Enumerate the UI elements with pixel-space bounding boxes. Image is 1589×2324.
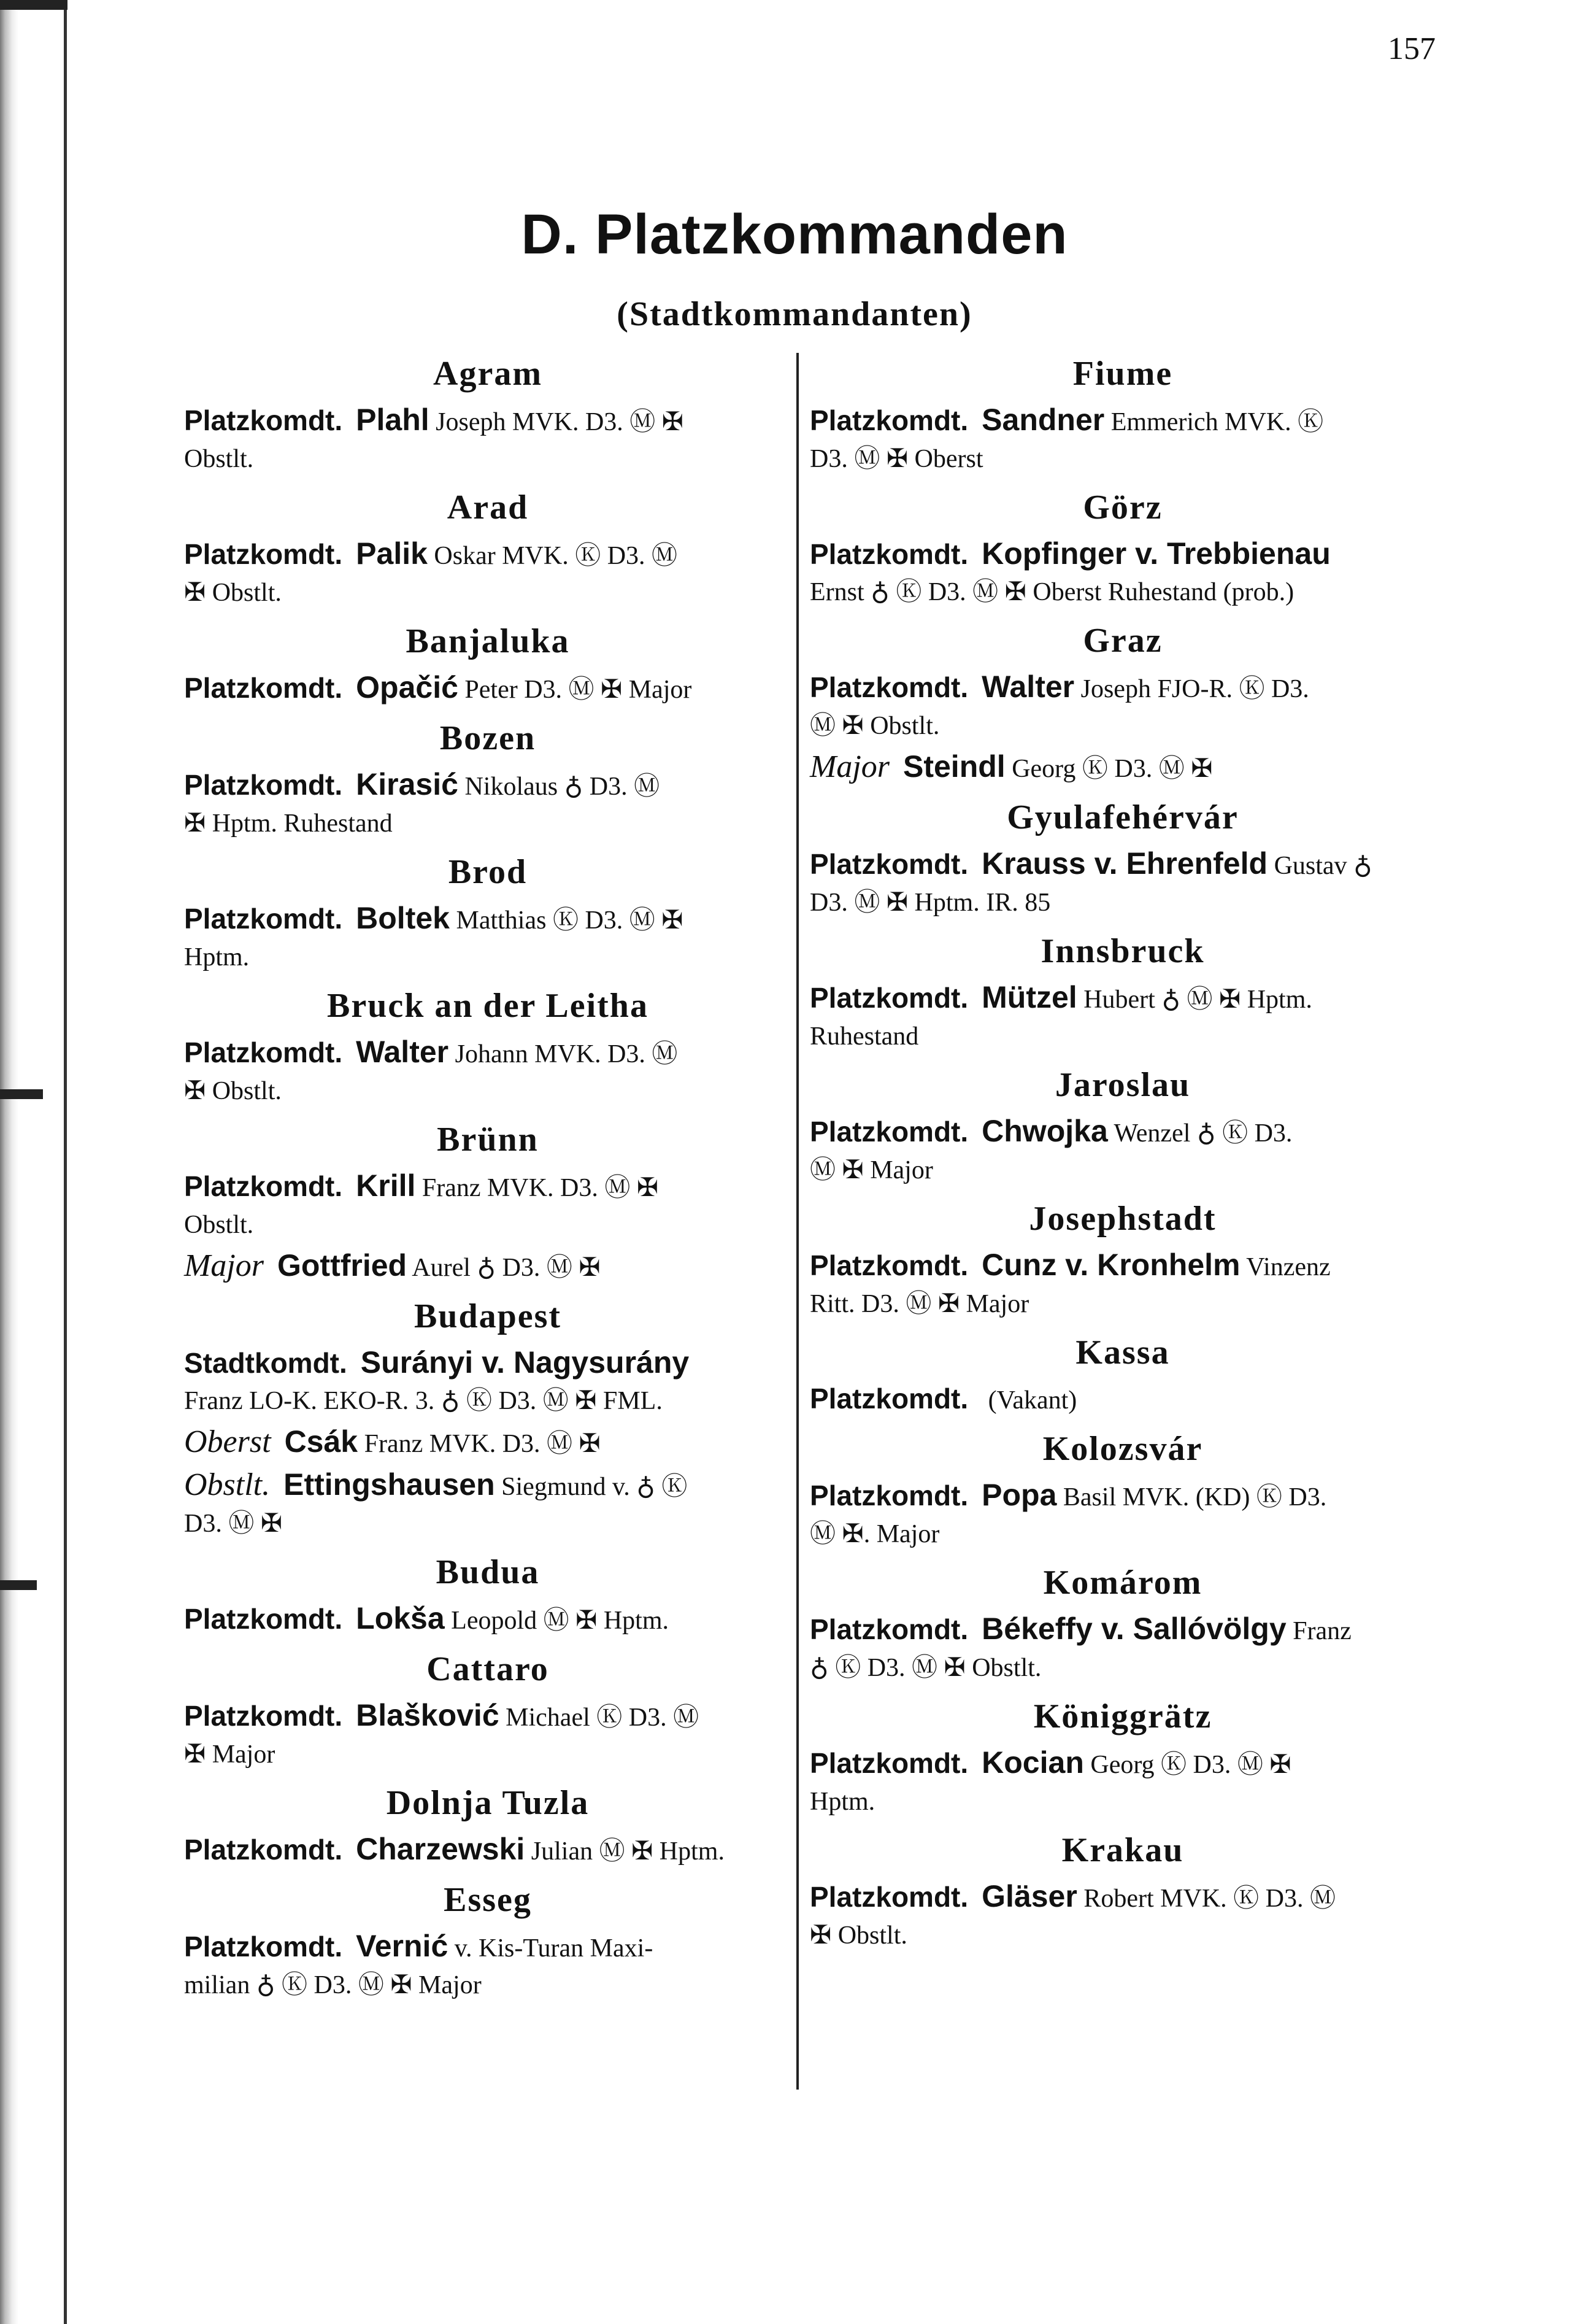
entry-line: [810, 1610, 1436, 1650]
town-heading: Budapest: [414, 1297, 562, 1335]
entry-details: Basil MVK. (KD) Ⓚ D3.: [1056, 1483, 1327, 1511]
rank-label: Platzkomdt.: [810, 848, 969, 880]
entry-continuation: ✠ Obstlt.: [184, 1077, 282, 1105]
entry-continuation: Ruhestand: [810, 1022, 919, 1051]
margin-tick: [0, 1089, 43, 1099]
entry-line: [810, 1477, 1436, 1516]
town-heading: Esseg: [444, 1881, 532, 1919]
personnel-entry: [810, 1744, 1436, 1820]
town-section: [184, 1878, 791, 2004]
entry-continuation: D3. Ⓜ ✠ Oberst: [810, 445, 983, 473]
entry-continuation: D3. Ⓜ ✠ Hptm. IR. 85: [810, 889, 1051, 917]
entry-details: Wenzel ♁ Ⓚ D3.: [1107, 1119, 1293, 1148]
entry-details: Julian Ⓜ ✠ Hptm.: [525, 1837, 725, 1866]
entry-details: Franz: [1286, 1617, 1352, 1645]
officer-name: Sandner: [982, 403, 1105, 437]
rank-label: Platzkomdt.: [810, 1613, 969, 1645]
rank-label: Platzkomdt.: [810, 1747, 969, 1779]
town-section: [184, 352, 791, 477]
town-heading: Kolozsvár: [1042, 1430, 1203, 1468]
entry-line: [810, 1246, 1436, 1286]
rank-label: Platzkomdt.: [184, 1603, 343, 1635]
entry-details: Oskar MVK. Ⓚ D3. Ⓜ: [427, 542, 678, 570]
rank-label: Platzkomdt.: [184, 903, 343, 935]
rank-label: Platzkomdt.: [810, 1383, 969, 1415]
rank-label: Platzkomdt.: [810, 538, 969, 570]
officer-name: Steindl: [903, 749, 1006, 784]
scan-edge: [0, 0, 18, 2324]
entry-details: Matthias Ⓚ D3. Ⓜ ✠: [449, 906, 683, 935]
entry-continuation: milian ♁ Ⓚ D3. Ⓜ ✠ Major: [184, 1971, 482, 1999]
officer-name: Opačić: [356, 670, 458, 705]
entry-line: [184, 1697, 791, 1736]
personnel-entry: [184, 1928, 791, 2004]
entry-line: [184, 535, 791, 574]
rank-label: Platzkomdt.: [810, 1249, 969, 1281]
rank-label: Platzkomdt.: [810, 1116, 969, 1148]
officer-name: Chwojka: [982, 1114, 1108, 1148]
entry-details: Aurel ♁ D3. Ⓜ ✠: [407, 1254, 601, 1282]
entry-line: [184, 900, 791, 939]
entry-details: Peter D3. Ⓜ ✠ Major: [458, 676, 692, 704]
town-heading: Budua: [436, 1553, 540, 1591]
entry-continuation: ♁ Ⓚ D3. Ⓜ ✠ Obstlt.: [810, 1654, 1042, 1682]
town-heading: Fiume: [1072, 355, 1173, 393]
entry-line: [810, 979, 1436, 1018]
entry-line: [184, 1600, 791, 1639]
officer-name: Lokša: [356, 1601, 445, 1635]
personnel-entry: [184, 1697, 791, 1773]
personnel-entry: [810, 979, 1436, 1055]
personnel-entry: [184, 1831, 791, 1870]
entry-line: [810, 845, 1436, 884]
officer-name: Gläser: [982, 1879, 1077, 1913]
rank-label: Platzkomdt.: [184, 672, 343, 704]
town-heading: Krakau: [1061, 1831, 1184, 1869]
column-divider: [796, 353, 799, 2090]
entry-line: [184, 1466, 791, 1505]
officer-name: Boltek: [356, 901, 450, 935]
town-heading: Kassa: [1075, 1334, 1170, 1372]
personnel-entry: [810, 748, 1436, 787]
officer-name: Krauss v. Ehrenfeld: [982, 846, 1268, 881]
personnel-entry: [184, 1247, 791, 1286]
entry-line: [184, 1033, 791, 1073]
town-section: [810, 1829, 1436, 1954]
right-column: [810, 344, 1436, 1958]
entry-continuation: Hptm.: [810, 1788, 875, 1816]
entry-details: v. Kis-Turan Maxi-: [448, 1934, 653, 1963]
personnel-entry: [810, 1610, 1436, 1686]
rank-label: Stadtkomdt.: [184, 1347, 347, 1379]
entry-line: [184, 1831, 791, 1870]
rank-label: Obstlt.: [184, 1467, 271, 1502]
entry-line: [184, 766, 791, 805]
town-heading: Agram: [433, 355, 542, 393]
page-subtitle: (Stadtkommandanten): [617, 295, 972, 333]
officer-name: Kirasić: [356, 767, 458, 801]
personnel-entry: [810, 668, 1436, 744]
rank-label: Platzkomdt.: [184, 1037, 343, 1068]
officer-name: Popa: [982, 1478, 1057, 1512]
entry-continuation: Ritt. D3. Ⓜ ✠ Major: [810, 1290, 1029, 1318]
town-heading: Arad: [447, 488, 529, 527]
entry-line: [184, 1247, 791, 1286]
rank-label: Platzkomdt.: [184, 769, 343, 801]
entry-continuation: Obstlt.: [184, 445, 254, 473]
rank-label: Platzkomdt.: [810, 404, 969, 436]
officer-name: Palik: [356, 536, 428, 571]
town-section: [810, 1695, 1436, 1820]
entry-continuation: D3. Ⓜ ✠: [184, 1510, 283, 1538]
officer-name: Vernić: [356, 1929, 448, 1963]
entry-continuation: Ernst ♁ Ⓚ D3. Ⓜ ✠ Oberst Ruhestand (prob.): [810, 578, 1295, 606]
town-section: [810, 619, 1436, 787]
entry-details: Leopold Ⓜ ✠ Hptm.: [444, 1607, 669, 1635]
officer-name: Surányi v. Nagysurány: [360, 1345, 690, 1380]
town-section: [810, 352, 1436, 477]
town-section: [184, 851, 791, 976]
rank-label: Major: [810, 749, 890, 784]
town-heading: Jaroslau: [1055, 1066, 1191, 1104]
personnel-entry: [810, 1477, 1436, 1553]
page-title: D. Platzkommanden: [521, 203, 1068, 266]
entry-line: [184, 1344, 791, 1383]
rank-label: Platzkomdt.: [184, 1170, 343, 1202]
personnel-entry: [810, 1380, 1436, 1419]
entry-details: Vinzenz: [1240, 1253, 1331, 1281]
personnel-entry: [810, 1878, 1436, 1954]
personnel-entry: [184, 1033, 791, 1110]
entry-line: [810, 535, 1436, 574]
entry-details: Joseph MVK. D3. Ⓜ ✠: [429, 408, 684, 436]
personnel-entry: [184, 401, 791, 477]
rank-label: Platzkomdt.: [810, 982, 969, 1014]
officer-name: Csák: [284, 1424, 358, 1459]
entry-continuation: ✠ Hptm. Ruhestand: [184, 809, 393, 838]
town-heading: Komárom: [1043, 1564, 1202, 1602]
town-section: [184, 620, 791, 708]
rank-label: Platzkomdt.: [184, 1700, 343, 1732]
officer-name: Charzewski: [356, 1832, 525, 1866]
entry-details: Georg Ⓚ D3. Ⓜ ✠: [1083, 1751, 1291, 1779]
entry-details: Joseph FJO-R. Ⓚ D3.: [1074, 675, 1309, 703]
town-section: [810, 486, 1436, 611]
town-section: [184, 1648, 791, 1773]
entry-line: [184, 1928, 791, 1967]
personnel-entry: [184, 766, 791, 842]
town-heading: Gyulafehérvár: [1007, 798, 1239, 836]
page-number: 157: [1388, 31, 1436, 66]
entry-details: Robert MVK. Ⓚ D3. Ⓜ: [1077, 1885, 1336, 1913]
entry-details: Georg Ⓚ D3. Ⓜ ✠: [1005, 755, 1213, 783]
town-heading: Josephstadt: [1029, 1200, 1217, 1238]
town-section: [810, 1561, 1436, 1686]
town-section: [810, 796, 1436, 921]
town-section: [810, 1331, 1436, 1419]
town-section: [184, 1295, 791, 1542]
rank-label: Platzkomdt.: [184, 1834, 343, 1866]
officer-name: Kocian: [982, 1745, 1084, 1780]
town-heading: Brünn: [437, 1121, 539, 1159]
officer-name: Békeffy v. Sallóvölgy: [982, 1612, 1287, 1646]
entry-line: [184, 1167, 791, 1206]
entry-line: [810, 1878, 1436, 1917]
officer-name: Cunz v. Kronhelm: [982, 1248, 1241, 1282]
rank-label: Platzkomdt.: [184, 404, 343, 436]
personnel-entry: [184, 535, 791, 611]
town-section: [810, 1064, 1436, 1189]
entry-continuation: Ⓜ ✠. Major: [810, 1520, 940, 1548]
officer-name: Gottfried: [277, 1248, 407, 1283]
entry-continuation: Ⓜ ✠ Obstlt.: [810, 712, 940, 740]
entry-details: (Vakant): [982, 1386, 1077, 1415]
personnel-entry: [810, 401, 1436, 477]
town-section: [184, 486, 791, 611]
personnel-entry: [184, 1466, 791, 1542]
rank-label: Platzkomdt.: [810, 1480, 969, 1511]
rank-label: Platzkomdt.: [810, 1881, 969, 1913]
left-column: [184, 344, 791, 2007]
town-heading: Innsbruck: [1041, 932, 1205, 970]
personnel-entry: [810, 535, 1436, 611]
officer-name: Plahl: [356, 403, 429, 437]
entry-details: Gustav ♁: [1268, 852, 1372, 880]
officer-name: Kopfinger v. Trebbienau: [982, 536, 1331, 571]
officer-name: Mützel: [982, 980, 1077, 1014]
entry-continuation: Ⓜ ✠ Major: [810, 1156, 933, 1184]
page-margin-rule: [64, 0, 67, 2324]
town-heading: Banjaluka: [406, 622, 570, 660]
entry-continuation: ✠ Obstlt.: [810, 1921, 907, 1950]
personnel-entry: [184, 1423, 791, 1462]
entry-continuation: ✠ Major: [184, 1740, 275, 1769]
town-heading: Bruck an der Leitha: [327, 987, 648, 1025]
personnel-entry: [184, 1344, 791, 1419]
officer-name: Blašković: [356, 1698, 499, 1732]
entry-continuation: Franz LO-K. EKO-R. 3. ♁ Ⓚ D3. Ⓜ ✠ FML.: [184, 1387, 663, 1415]
entry-details: Franz MVK. D3. Ⓜ ✠: [358, 1430, 601, 1458]
town-heading: Görz: [1083, 488, 1163, 527]
rank-label: Platzkomdt.: [184, 1931, 343, 1963]
entry-continuation: Hptm.: [184, 943, 250, 971]
officer-name: Walter: [982, 670, 1075, 704]
town-section: [184, 1118, 791, 1286]
entry-line: [184, 669, 791, 708]
town-heading: Dolnja Tuzla: [386, 1784, 590, 1822]
entry-line: [810, 668, 1436, 708]
town-heading: Cattaro: [426, 1650, 549, 1688]
entry-details: Michael Ⓚ D3. Ⓜ: [499, 1704, 699, 1732]
town-section: [810, 1197, 1436, 1322]
personnel-entry: [810, 1246, 1436, 1322]
town-heading: Brod: [448, 853, 528, 891]
entry-details: Emmerich MVK. Ⓚ: [1104, 408, 1324, 436]
rank-label: Major: [184, 1248, 264, 1283]
rank-label: Oberst: [184, 1424, 271, 1459]
town-section: [184, 984, 791, 1110]
town-section: [184, 1551, 791, 1639]
personnel-entry: [184, 900, 791, 976]
entry-details: Siegmund v. ♁ Ⓚ: [494, 1473, 688, 1501]
entry-line: [810, 1113, 1436, 1152]
entry-details: Nikolaus ♁ D3. Ⓜ: [458, 773, 660, 801]
town-section: [810, 1427, 1436, 1553]
personnel-entry: [184, 1167, 791, 1243]
officer-name: Walter: [356, 1035, 449, 1069]
personnel-entry: [184, 669, 791, 708]
margin-tick: [0, 0, 67, 10]
town-section: [184, 717, 791, 842]
entry-line: [810, 401, 1436, 441]
entry-line: [810, 748, 1436, 787]
margin-tick: [0, 1580, 37, 1590]
personnel-entry: [184, 1600, 791, 1639]
town-section: [810, 930, 1436, 1055]
entry-details: Hubert ♁ Ⓜ ✠ Hptm.: [1077, 986, 1312, 1014]
entry-continuation: Obstlt.: [184, 1211, 254, 1239]
entry-continuation: ✠ Obstlt.: [184, 579, 282, 607]
entry-line: [184, 401, 791, 441]
entry-details: Franz MVK. D3. Ⓜ ✠: [415, 1174, 659, 1202]
personnel-entry: [810, 1113, 1436, 1189]
town-heading: Königgrätz: [1033, 1697, 1212, 1735]
personnel-entry: [810, 845, 1436, 921]
entry-line: [810, 1380, 1436, 1419]
rank-label: Platzkomdt.: [810, 671, 969, 703]
rank-label: Platzkomdt.: [184, 538, 343, 570]
entry-line: [184, 1423, 791, 1462]
entry-details: Johann MVK. D3. Ⓜ: [448, 1040, 678, 1068]
entry-line: [810, 1744, 1436, 1783]
officer-name: Ettingshausen: [283, 1467, 495, 1502]
town-heading: Graz: [1083, 622, 1163, 660]
town-heading: Bozen: [439, 719, 536, 757]
officer-name: Krill: [356, 1168, 416, 1203]
town-section: [184, 1782, 791, 1870]
